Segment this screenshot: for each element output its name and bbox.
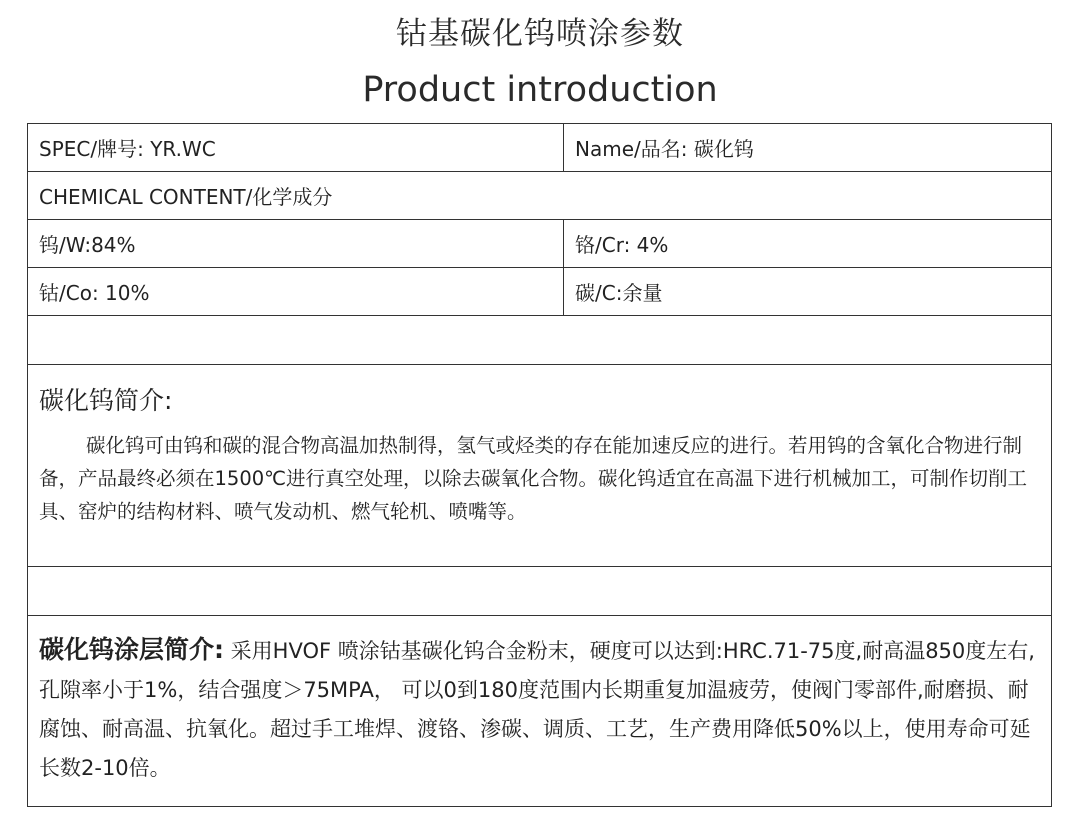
page-title-chinese: 钴基碳化钨喷涂参数 — [396, 16, 684, 52]
coating-body: 采用HVOF 喷涂钴基碳化钨合金粉末，硬度可以达到:HRC.71-75度,耐高温850度左右,孔隙率小于1%，结合强度＞75MPA， 可以0到180度范围内长期重复加温疲劳，使阀门零部件,耐磨损、耐腐蚀、耐高温、抗氧化。超过手工堆焊、渡铬、渗碳、调质、工艺，生产费用降低50%以上，使用寿命可延长数2-10倍。 — [39, 639, 1035, 780]
coating-text — [39, 630, 1044, 788]
coating-title: 碳化钨涂层简介: — [39, 635, 224, 664]
spec-cell: SPEC/牌号: YR.WC — [28, 124, 564, 171]
empty-row-1 — [28, 316, 1051, 365]
name-cell: Name/品名: 碳化钨 — [575, 137, 754, 161]
spec-row — [28, 124, 1051, 172]
cobalt-cell: 钴/Co: 10% — [28, 268, 564, 315]
composition-row-1 — [28, 220, 1051, 268]
empty-row-2 — [28, 567, 1051, 616]
tungsten-cell: 钨/W:84% — [28, 220, 564, 267]
coating-section — [28, 616, 1051, 806]
chemical-header-row — [28, 172, 1051, 220]
intro-section — [28, 365, 1051, 567]
spec-table — [27, 123, 1052, 807]
composition-row-2 — [28, 268, 1051, 316]
intro-title: 碳化钨简介: — [39, 386, 173, 415]
carbon-cell: 碳/C:余量 — [575, 281, 663, 305]
chemical-header-cell: CHEMICAL CONTENT/化学成分 — [39, 185, 333, 209]
page-title-english: Product introduction — [362, 70, 718, 110]
intro-body: 碳化钨可由钨和碳的混合物高温加热制得，氢气或烃类的存在能加速反应的进行。若用钨的含氧化合物进行制备，产品最终必须在1500℃进行真空处理，以除去碳氧化合物。碳化钨适宜在高温下进行机械加工，可制作切削工具、窑炉的结构材料、喷气发动机、燃气轮机、喷嘴等。 — [39, 434, 1028, 523]
chromium-cell: 铬/Cr: 4% — [575, 233, 669, 257]
